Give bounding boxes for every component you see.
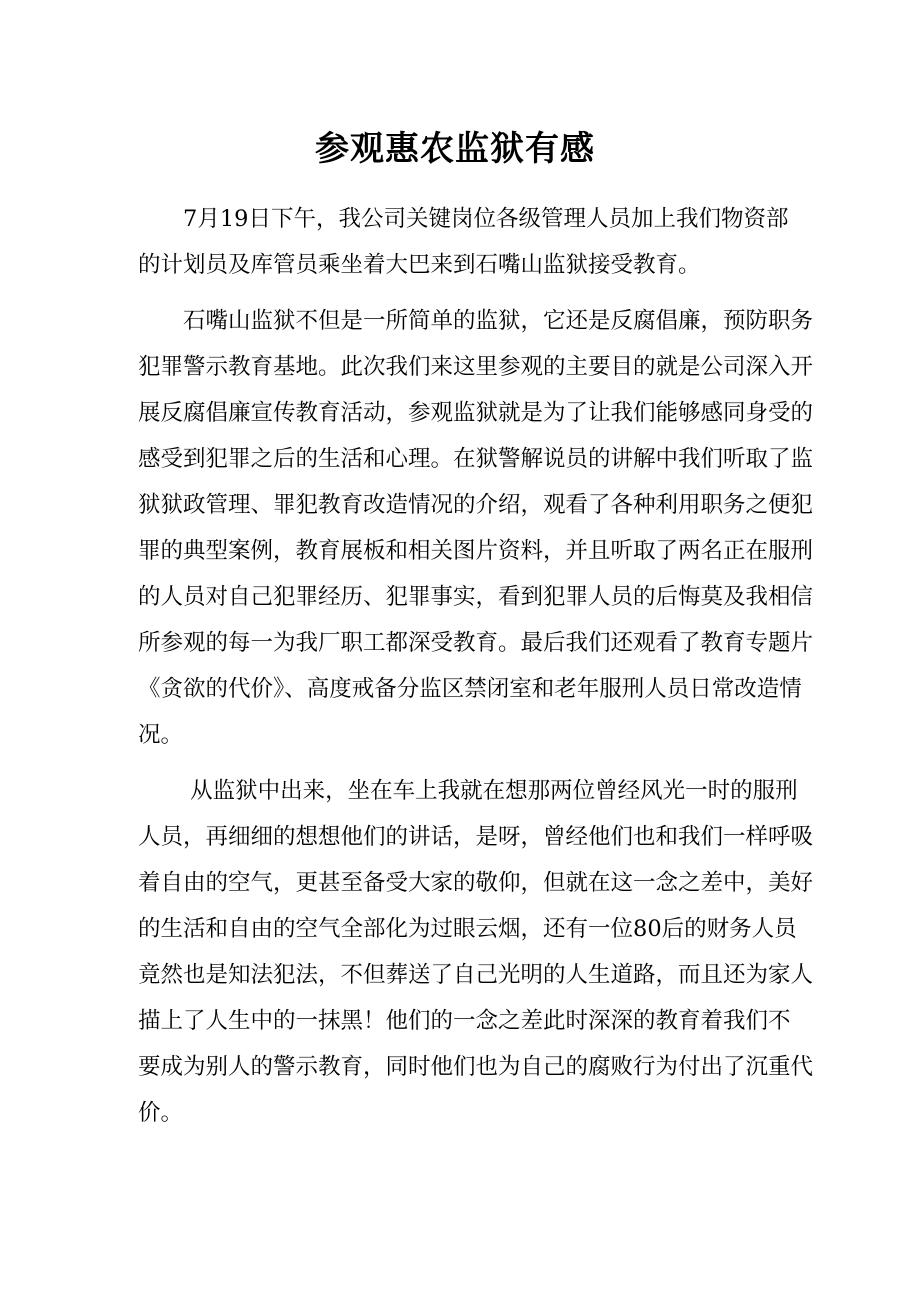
text-line: 石嘴山监狱不但是一所简单的监狱，它还是反腐倡廉，预防职务 (138, 308, 814, 334)
text-line: 价。 (138, 1100, 184, 1126)
text-line: 罪的典型案例，教育展板和相关图片资料，并且听取了两名正在服刑 (138, 538, 814, 564)
text-line: 所参观的每一为我厂职工都深受教育。最后我们还观看了教育专题片 (138, 630, 814, 656)
document-body (138, 196, 814, 1146)
text-line: 狱狱政管理、罪犯教育改造情况的介绍，观看了各种利用职务之便犯 (138, 492, 814, 518)
text-line: 《贪欲的代价》、高度戒备分监区禁闭室和老年服刑人员日常改造情 (138, 676, 802, 702)
text-line: 7月19日下午，我公司关键岗位各级管理人员加上我们物资部 (138, 206, 789, 232)
document-title: 参观惠农监狱有感 (315, 129, 595, 169)
text-line: 的生活和自由的空气全部化为过眼云烟，还有一位80后的财务人员 (138, 916, 797, 942)
text-line: 况。 (138, 722, 184, 748)
paragraph (138, 298, 814, 758)
text-line: 要成为别人的警示教育，同时他们也为自己的腐败行为付出了沉重代 (138, 1054, 814, 1080)
text-line: 感受到犯罪之后的生活和心理。在狱警解说员的讲解中我们听取了监 (138, 446, 814, 472)
text-line: 犯罪警示教育基地。此次我们来这里参观的主要目的就是公司深入开 (138, 354, 814, 380)
text-line: 着自由的空气，更甚至备受大家的敬仰，但就在这一念之差中，美好 (138, 870, 814, 896)
text-line: 的计划员及库管员乘坐着大巴来到石嘴山监狱接受教育。 (138, 252, 701, 278)
paragraph (138, 768, 814, 1136)
text-line: 从监狱中出来，坐在车上我就在想那两位曾经风光一时的服刑 (138, 778, 798, 804)
text-line: 展反腐倡廉宣传教育活动，参观监狱就是为了让我们能够感同身受的 (138, 400, 814, 426)
paragraph (138, 196, 789, 288)
text-line: 竟然也是知法犯法，不但葬送了自己光明的人生道路，而且还为家人 (138, 962, 814, 988)
text-line: 描上了人生中的一抹黑！他们的一念之差此时深深的教育着我们不 (138, 1008, 791, 1034)
text-line: 人员，再细细的想想他们的讲话，是呀，曾经他们也和我们一样呼吸 (138, 824, 814, 850)
text-line: 的人员对自己犯罪经历、犯罪事实，看到犯罪人员的后悔莫及我相信 (138, 584, 814, 610)
